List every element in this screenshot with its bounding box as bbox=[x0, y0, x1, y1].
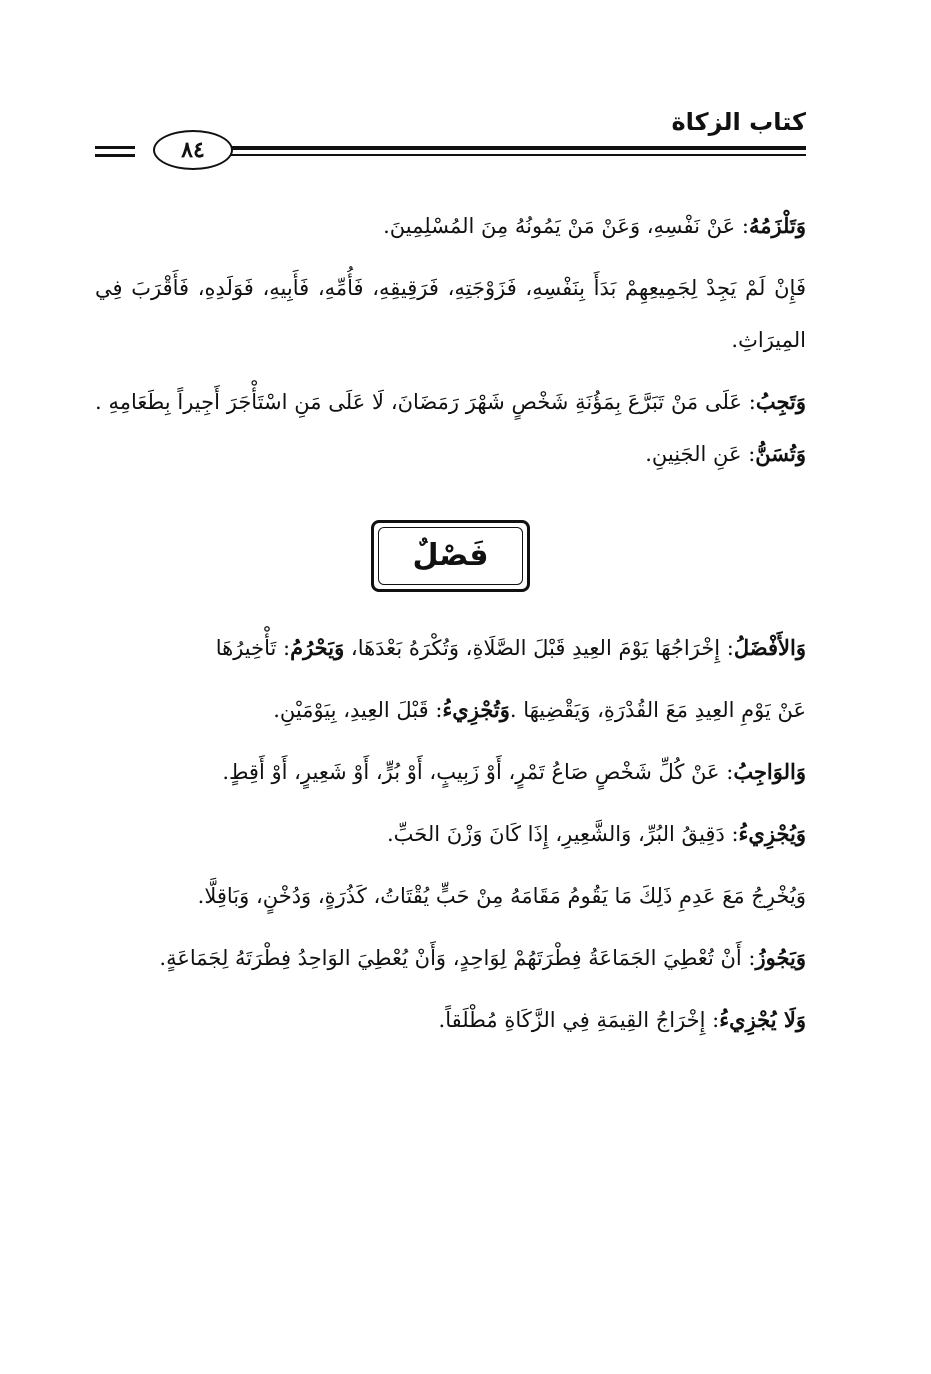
keyword: وَتَجِبُ bbox=[755, 389, 806, 414]
keyword: وَيُجْزِيءُ bbox=[738, 821, 806, 846]
paragraph-text: : إِخْرَاجُهَا يَوْمَ العِيدِ قَبْلَ الصَّلَاةِ، وَتُكْرَهُ بَعْدَهَا، bbox=[344, 636, 734, 660]
section-heading-frame bbox=[371, 520, 531, 592]
keyword: وَلَا يُجْزِيءُ bbox=[719, 1007, 806, 1032]
section-paragraph-6 bbox=[95, 932, 806, 984]
page-header bbox=[95, 100, 806, 163]
paragraph-text: : دَقِيقُ البُرِّ، وَالشَّعِيرِ، إِذَا كَانَ وَزْنَ الحَبِّ. bbox=[387, 822, 739, 846]
paragraph-text: وَيُخْرِجُ مَعَ عَدِمِ ذَلِكَ مَا يَقُومُ مَقَامَهُ مِنْ حَبٍّ يُقْتَاتُ، كَذُرَةٍ، وَدُخْنٍ، وَبَاقِلَّا. bbox=[197, 884, 806, 908]
paragraph-text: : عَنْ كُلِّ شَخْصٍ صَاعُ تَمْرٍ، أَوْ زَبِيبٍ، أَوْ بُرٍّ، أَوْ شَعِيرٍ، أَوْ أَقِطٍ. bbox=[222, 760, 734, 784]
page-body bbox=[95, 200, 806, 1056]
paragraph-1 bbox=[95, 200, 806, 252]
keyword-2: وَيَحْرُمُ bbox=[290, 635, 345, 660]
section-paragraph-7 bbox=[95, 994, 806, 1046]
paragraph-text: : عَلَى مَنْ تَبَرَّعَ بِمَؤُنَةِ شَخْصٍ شَهْرَ رَمَضَانَ، لَا عَلَى مَنِ اسْتَأْجَرَ أَجِيراً بِطَعَامِهِ . bbox=[95, 390, 756, 414]
keyword-2: وَتُجْزِيءُ bbox=[442, 697, 510, 722]
header-rule-short-1 bbox=[95, 146, 135, 149]
paragraph-text-2: : عَنِ الجَنِينِ. bbox=[645, 442, 756, 466]
keyword: وَتَلْزَمُهُ bbox=[748, 213, 806, 238]
section-heading-wrap bbox=[95, 520, 806, 592]
header-rule-thin bbox=[224, 154, 806, 156]
page-number: ٨٤ bbox=[153, 130, 233, 170]
keyword-2: وَتُسَنُّ bbox=[755, 441, 806, 466]
section-paragraph-5 bbox=[95, 870, 806, 922]
keyword: وَالأَفْضَلُ bbox=[733, 635, 806, 660]
paragraph-2 bbox=[95, 262, 806, 366]
keyword: وَالوَاجِبُ bbox=[733, 759, 806, 784]
keyword: وَيَجُوزُ bbox=[755, 945, 806, 970]
paragraph-text: : عَنْ نَفْسِهِ، وَعَنْ مَنْ يَمُونُهُ مِنَ المُسْلِمِينَ. bbox=[383, 214, 749, 238]
paragraph-text: : أَنْ تُعْطِيَ الجَمَاعَةُ فِطْرَتَهُمْ لِوَاحِدٍ، وَأَنْ يُعْطِيَ الوَاحِدُ فِطْرَتَهُ لِجَمَاعَةٍ. bbox=[159, 946, 756, 970]
paragraph-text-2: : تَأْخِيرُهَا bbox=[215, 636, 291, 660]
section-heading: فَصْلٌ bbox=[378, 527, 524, 585]
paragraph-text: فَإِنْ لَمْ يَجِدْ لِجَمِيعِهِمْ بَدَأَ بِنَفْسِهِ، فَزَوْجَتِهِ، فَرَقِيقِهِ، فَأُمِّهِ، فَأَبِيهِ، فَوَلَدِهِ، فَأَقْرَبَ فِي المِيرَاثِ. bbox=[95, 276, 806, 352]
section-paragraph-2 bbox=[95, 684, 806, 736]
header-rule-short-2 bbox=[95, 154, 135, 157]
paragraph-text: : إِخْرَاجُ القِيمَةِ فِي الزَّكَاةِ مُطْلَقاً. bbox=[438, 1008, 720, 1032]
paragraph-text: عَنْ يَوْمِ العِيدِ مَعَ القُدْرَةِ، وَيَقْضِيهَا . bbox=[509, 698, 806, 722]
paragraph-3 bbox=[95, 376, 806, 480]
book-title: كتاب الزكاة bbox=[671, 108, 806, 136]
section-paragraph-3 bbox=[95, 746, 806, 798]
section-paragraph-1 bbox=[95, 622, 806, 674]
section-paragraph-4 bbox=[95, 808, 806, 860]
header-rule-thick bbox=[224, 146, 806, 150]
paragraph-text-2: : قَبْلَ العِيدِ، بِيَوْمَيْنِ. bbox=[273, 698, 443, 722]
